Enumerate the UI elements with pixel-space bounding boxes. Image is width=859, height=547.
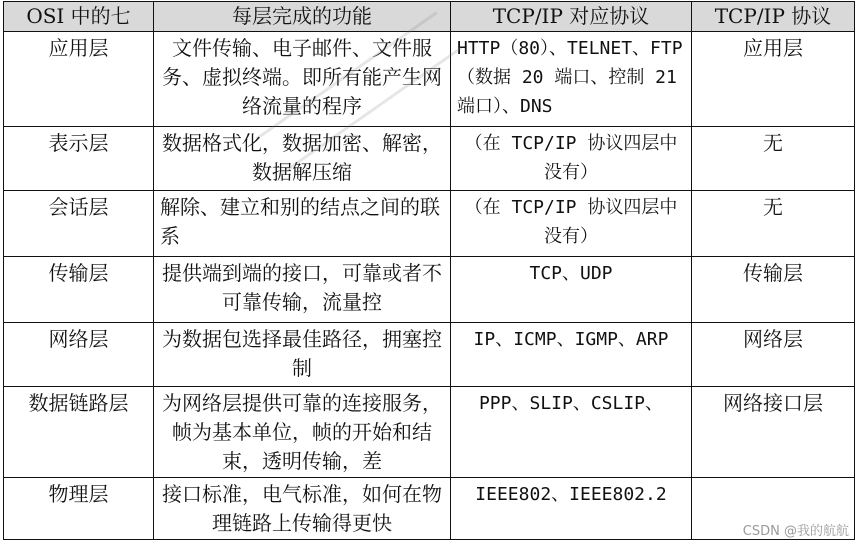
cell-tcpip-layer: 无 bbox=[692, 127, 855, 191]
cell-tcpip-layer: 传输层 bbox=[692, 257, 855, 323]
cell-function: 接口标准，电气标准，如何在物理链路上传输得更快 bbox=[154, 478, 451, 540]
cell-protocols: HTTP（80）、TELNET、FTP（数据 20 端口、控制 21 端口）、DNS bbox=[451, 32, 692, 127]
cell-protocols: （在 TCP/IP 协议四层中没有） bbox=[451, 127, 692, 191]
header-osi-layer: OSI 中的七 bbox=[4, 2, 154, 32]
source-credit: CSDN @我的航航 bbox=[742, 524, 849, 539]
cell-function: 解除、建立和别的结点之间的联系 bbox=[154, 191, 451, 257]
cell-protocols: （在 TCP/IP 协议四层中没有） bbox=[451, 191, 692, 257]
cell-layer: 传输层 bbox=[4, 257, 154, 323]
table-row-transport bbox=[4, 257, 855, 323]
cell-function: 文件传输、电子邮件、文件服务、虚拟终端。即所有能产生网络流量的程序 bbox=[154, 32, 451, 127]
cell-tcpip-layer: 应用层 bbox=[692, 32, 855, 127]
cell-function: 数据格式化，数据加密、解密，数据解压缩 bbox=[154, 127, 451, 191]
header-function: 每层完成的功能 bbox=[154, 2, 451, 32]
cell-function: 为网络层提供可靠的连接服务，帧为基本单位，帧的开始和结束，透明传输，差 bbox=[154, 387, 451, 478]
header-tcpip-layer: TCP/IP 协议 bbox=[692, 2, 855, 32]
cell-function: 提供端到端的接口，可靠或者不可靠传输，流量控 bbox=[154, 257, 451, 323]
table-header-row bbox=[4, 2, 855, 32]
cell-layer: 物理层 bbox=[4, 478, 154, 540]
table-row-presentation bbox=[4, 127, 855, 191]
cell-layer: 数据链路层 bbox=[4, 387, 154, 478]
cell-layer: 应用层 bbox=[4, 32, 154, 127]
cell-protocols: IP、ICMP、IGMP、ARP bbox=[451, 323, 692, 387]
table-row-physical bbox=[4, 478, 855, 540]
table-row-data-link bbox=[4, 387, 855, 478]
cell-layer: 网络层 bbox=[4, 323, 154, 387]
header-tcpip-protocols: TCP/IP 对应协议 bbox=[451, 2, 692, 32]
table-row-application bbox=[4, 32, 855, 127]
cell-tcpip-layer: 无 bbox=[692, 191, 855, 257]
table-row-network bbox=[4, 323, 855, 387]
cell-protocols: IEEE802、IEEE802.2 bbox=[451, 478, 692, 540]
cell-protocols: PPP、SLIP、CSLIP、 bbox=[451, 387, 692, 478]
osi-tcpip-comparison-table bbox=[3, 1, 855, 540]
cell-layer: 会话层 bbox=[4, 191, 154, 257]
cell-protocols: TCP、UDP bbox=[451, 257, 692, 323]
cell-layer: 表示层 bbox=[4, 127, 154, 191]
cell-tcpip-layer: 网络接口层 bbox=[692, 387, 855, 478]
cell-tcpip-layer: 网络层 bbox=[692, 323, 855, 387]
table-row-session bbox=[4, 191, 855, 257]
cell-function: 为数据包选择最佳路径，拥塞控制 bbox=[154, 323, 451, 387]
